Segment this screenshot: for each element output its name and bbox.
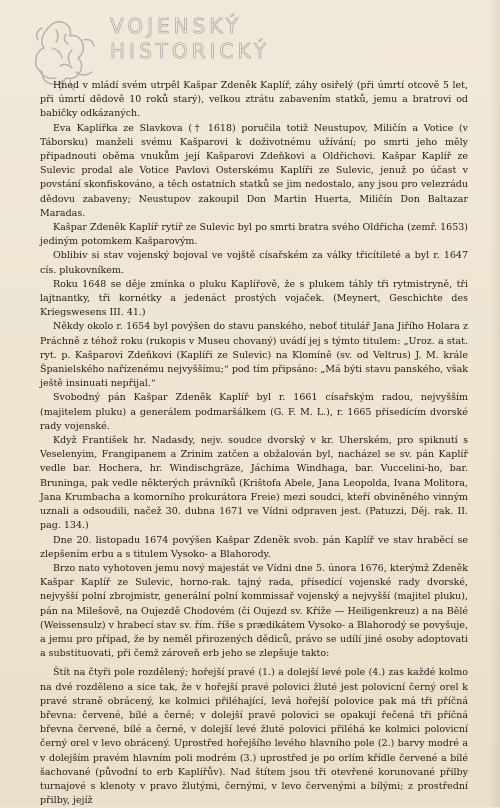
paragraph-11: Štít na čtyři pole rozdělený; hořejší pravé (1.) a dolejší levé pole (4.) zas každé kolmo na dvé rozděleno a sice tak, že v hořejší pravé polovici žluté jest polovicní černý orel k pravé straně obrácený, ke kolmici přiléhající, levá hořejší polovice pak má tři příčná břevna: červené, bílé a černé; v dolejší pravé polovici se opakují řečená tři příčná břevna červené, bílé a černé, v dolejší levé žluté polovici přiléhá ke kolmici polovicní černý orel v levo obrácený. Uprostřed hořejšího levého hlavního pole (2.) barvy modré a v dolejším pravém hlavním poli modrém (3.) uprostřed je po orlím křídle červené a bílé šachované (původní to erb Kaplířův). Nad štítem jsou tři otevřené korunované přilby turnajové s klenoty v pravo žlutými, černými, v levo červenými a bílými; z prostřední přilby, jejíž xyxy=(40,667,468,807)
paragraph-1: Hned v mládí svém utrpěl Kašpar Zdeněk Kaplíř, záhy osiřelý (při úmrtí otcově 5 let, při úmrtí dědově 10 roků starý), velkou ztrátu zabavením statků, jemu a bratrovi od babičky odkázaných. xyxy=(40,80,468,120)
paragraph-10: Brzo nato vyhotoven jemu nový majestát ve Vídni dne 5. února 1676, kterýmž Zdeněk Kašpar Kaplíř ze Sulevic, horno-rak. tajný rada, přísedící vojenské rady dvorské, nejvyšší polní zbrojmistr, generální polní kommissař vojenský a nejvyšší (majitel pluku), pán na Milešově, na Oujezdě Chodovém (či Oujezd sv. Kříže — Heiligenkreuz) a na Bělé (Weissensulz) v hrabecí stav sv. řím. říše s prædikátem Vysoko- a Blahorodý se povyšuje, a jemu pro případ, že by neměl přirozených dědiců, právo se udílí jiné osoby adoptovati a substituovati, při čemž zároveň erb jeho se zlepšuje takto: xyxy=(40,562,468,660)
paragraph-6: Někdy okolo r. 1654 byl povýšen do stavu panského, neboť titulář Jana Jiřího Holara z Práchně z téhož roku (rukopis v Museu chovaný) uvádí jej s týmto titulem: „Uroz. a stat. ryt. p. Kašparovi Zdeňkovi (Kaplíři ze Sulevic) na Klomíně (sv. od Veltrus) J. M. krále Španielského nařízenému nejvyššímu;“ pod tím připsáno: „Má býti stavu panského, však ještě insinuati nepřijal.“ xyxy=(40,321,468,390)
masthead xyxy=(110,14,330,64)
paragraph-7: Svobodný pán Kašpar Zdeněk Kaplíř byl r. 1661 císařským radou, nejvyšším (majitelem pluku) a generálem podmaršálkem (G. F. M. L.), r. 1665 přísedícím dvorské rady vojenské. xyxy=(40,392,468,432)
masthead-line-2: HISTORICKÝ xyxy=(110,39,270,63)
paragraph-5: Roku 1648 se děje zmínka o pluku Kaplířově, že s plukem táhly tři rytmistryně, tři lajtnantky, tři kornétky a jedenáct prostých vojaček. (Meynert, Geschichte des Kriegswesens III. 41.) xyxy=(40,278,468,319)
page-edge-shadow xyxy=(490,0,500,807)
paragraph-4: Oblibiv si stav vojenský bojoval ve vojště císařském za války třicítileté a byl r. 1647 cís. plukovníkem. xyxy=(40,250,468,276)
paragraph-2: Eva Kaplířka ze Slavkova († 1618) poručila totiž Neustupov, Miličín a Votice (v Táborsku) manželi svému Kašparovi k doživotnému užívání; po smrti jeho měly připadnouti oběma vnukům její Kašparovi Zdeňkovi a Oldřichovi. Kašpar Kaplíř ze Sulevic prodal ale Votice Pavlovi Osterskému Kaplíři ze Sulevic, jenuž po účast v povstání skonfiskováno, a těch ostatních statků se jim nedostalo, any jsou pro velezrádu dědovu zabaveny; Neustupov zakoupil Don Martin Huerta, Miličín Don Baltazar Maradas. xyxy=(40,122,468,219)
paragraph-9: Dne 20. listopadu 1674 povýšen Kašpar Zdeněk svob. pán Kaplíř ve stav hraběcí se zlepšením erbu a s titulem Vysoko- a Blahorody. xyxy=(40,534,468,560)
article-body xyxy=(40,79,468,808)
paragraph-3: Kašpar Zdeněk Kaplíř rytíř ze Sulevic byl po smrti bratra svého Oldřicha (zemř. 1653) jediným potomkem Kašparovým. xyxy=(40,222,468,248)
paragraph-8: Když František hr. Nadasdy, nejv. soudce dvorský v kr. Uherském, pro spiknutí s Veselenyim, Frangipanem a Zrinim zatčen a obžalován byl, nacházel se sv. pán Kaplíř vedle bar. Hochera, hr. Windischgräze, Jáchima Windhaga, bar. Vuccelini-ho, bar. Bruninga, pak vedle některých právníků (Krištofa Abele, Jana Leopolda, Ivana Molitora, Jana Krumbacha a komorního prokurátora Freie) mezi soudci, kteří obviněného vinným uznali a odsoudili, načež 30. dubna 1671 ve Vídni odpraven jest. (Patuzzi, Děj. rak. II. pag. 134.) xyxy=(40,435,468,532)
masthead-line-1: VOJENSKÝ xyxy=(110,14,242,38)
